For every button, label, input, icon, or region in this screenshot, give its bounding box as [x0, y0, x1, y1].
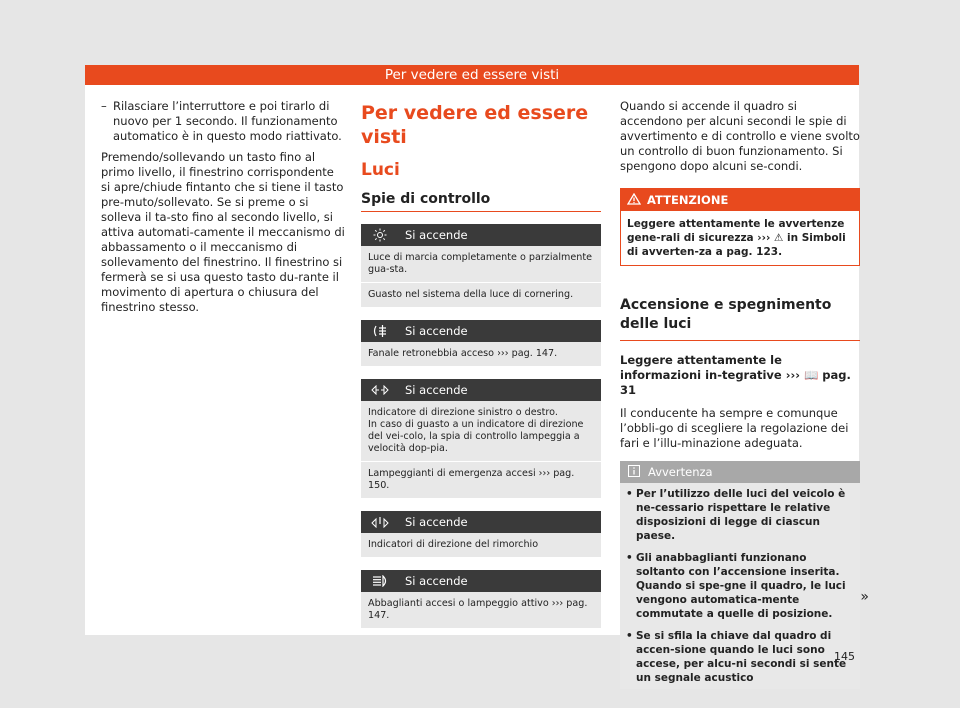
lamp-row: Abbaglianti accesi o lampeggio attivo ››› pag. 147.: [361, 592, 601, 629]
lamp-block: [361, 570, 601, 629]
trailer-turn-signal-icon: [361, 516, 399, 528]
lamp-label: Si accende: [405, 574, 468, 588]
note-title: Avvertenza: [648, 465, 713, 479]
note-item-text: Per l’utilizzo delle luci del veicolo è ne-cessario rispettare le relative disposizioni di legge di ciascun paese.: [636, 488, 846, 542]
header-bar: Per vedere ed essere visti: [85, 65, 859, 85]
warning-text: Leggere attentamente le avvertenze gene-rali di sicurezza ››› ⚠ in Simboli di avverten-za a pag. 123.: [627, 218, 846, 258]
note-bullet: •: [626, 488, 633, 500]
lamp-header: [361, 379, 601, 401]
subsection-title: Spie di controllo: [361, 191, 601, 212]
lamp-row: Lampeggianti di emergenza accesi ››› pag. 150.: [361, 462, 601, 499]
sidelight-lamp-icon: [361, 228, 399, 242]
note-bullet: •: [626, 630, 633, 642]
note-item: [620, 483, 860, 547]
page-number: 145: [834, 650, 855, 663]
lamp-block: [361, 224, 601, 308]
note-box: [620, 461, 860, 689]
paragraph: Il conducente ha sempre e comunque l’obbli-go di scegliere la regolazione dei fari e l’illu-minazione adeguata.: [620, 406, 849, 450]
lamp-row: Guasto nel sistema della luce di cornering.: [361, 283, 601, 308]
document-page: [85, 65, 869, 684]
column-left: [101, 99, 345, 323]
lamp-header: [361, 224, 601, 246]
note-item: [620, 547, 860, 625]
lamp-block: [361, 379, 601, 499]
lamp-row: Luce di marcia completamente o parzialmente gua-sta.: [361, 246, 601, 283]
lamp-row: Indicatori di direzione del rimorchio: [361, 533, 601, 558]
rear-fog-lamp-icon: [361, 324, 399, 338]
dash-item-text: Rilasciare l’interruttore e poi tirarlo di nuovo per 1 secondo. Il funzionamento automatico è in questo modo riattivato.: [113, 99, 342, 143]
lamp-row: Fanale retronebbia acceso ››› pag. 147.: [361, 342, 601, 367]
section-title: Accensione e spegnimento delle luci: [620, 296, 860, 341]
lamp-header: [361, 320, 601, 342]
lamp-label: Si accende: [405, 515, 468, 529]
continue-mark: »: [860, 589, 869, 605]
column-middle: [361, 99, 601, 629]
note-item: [620, 625, 860, 689]
note-item-text: Gli anabbaglianti funzionano soltanto con l’accensione inserita. Quando si spe-gne il quadro, le luci vengono automatica-mente commutate a quelle di posizione.: [636, 552, 846, 620]
note-bullet: •: [626, 552, 633, 564]
paragraph: Premendo/sollevando un tasto fino al primo livello, il finestrino corrispondente si apre/chiude fintanto che si tiene il tasto pre-muto/sollevato. Se si preme o si solleva il ta-sto fino al secondo livello, si attiva automati-camente il meccanismo di abbassamento o il meccanismo di sollevamento del finestrino. Il finestrino si fermerà se si usa questo tasto du-rante il movimento di apertura o chiusura del finestrino stesso.: [101, 150, 345, 314]
dash-item: [101, 99, 345, 144]
lamp-row: Indicatore di direzione sinistro o destro. In caso di guasto a un indicatore di direzione del vei-colo, la spia di controllo lampeggia a velocità dop-pia.: [361, 401, 601, 462]
note-header: [620, 461, 860, 483]
chapter-title: Per vedere ed essere visti: [361, 102, 589, 148]
lamp-header: [361, 511, 601, 533]
dash-marker: –: [101, 99, 107, 113]
column-right: [620, 99, 860, 689]
info-icon: [628, 465, 640, 480]
turn-signal-icon: [361, 385, 399, 395]
lamp-header: [361, 570, 601, 592]
high-beam-icon: [361, 575, 399, 587]
paragraph: Quando si accende il quadro si accendono per alcuni secondi le spie di avvertimento e di controllo e viene svolto un controllo di buon funzionamento. Si spengono dopo alcuni se-condi.: [620, 99, 860, 173]
note-item-text: Se si sfila la chiave dal quadro di accen-sione quando le luci sono accese, per alcu-ni secondi si sente un segnale acustico: [636, 630, 847, 684]
warning-header: [621, 189, 859, 211]
lamp-block: [361, 320, 601, 367]
warning-title: ATTENZIONE: [647, 193, 729, 207]
lamp-label: Si accende: [405, 228, 468, 242]
warning-triangle-icon: [627, 193, 641, 208]
lamp-label: Si accende: [405, 324, 468, 338]
warning-box: [620, 188, 860, 266]
section-title: Luci: [361, 160, 400, 180]
lamp-label: Si accende: [405, 383, 468, 397]
lamp-block: [361, 511, 601, 558]
paragraph-bold: Leggere attentamente le informazioni in-tegrative ››› 📖 pag. 31: [620, 353, 851, 397]
